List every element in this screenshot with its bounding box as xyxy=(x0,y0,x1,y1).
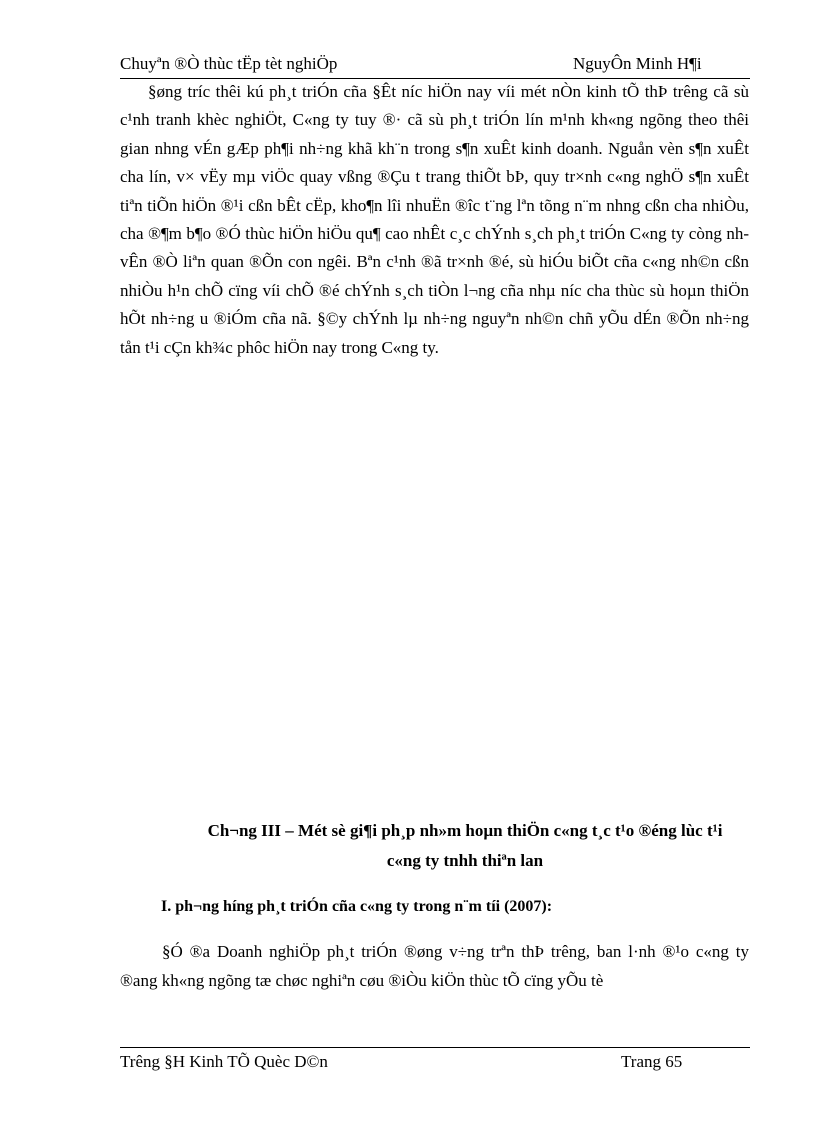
chapter-heading-line-1: Ch¬ng III – Mét sè gi¶i ph¸p nh»m hoµn thiÖn c«ng t¸c t¹o ®éng lùc t¹i xyxy=(207,821,723,840)
page-footer xyxy=(120,1047,750,1071)
section-heading: I. ph¬ng híng ph¸t triÓn cña c«ng ty trong n¨m tíi (2007): xyxy=(161,898,553,915)
header-document-title: Chuyªn ®Ò thùc tËp tèt nghiÖp xyxy=(120,54,338,73)
chapter-heading-line-2: c«ng ty tnhh thiªn lan xyxy=(386,851,544,870)
page-number: Trang 65 xyxy=(621,1052,683,1071)
chapter-heading xyxy=(120,816,810,876)
page-header xyxy=(120,54,750,79)
body-paragraph: §øng tríc thêi kú ph¸t triÓn cña §Êt níc hiÖn nay víi mét nÒn kinh tÕ thÞ trêng cã sù c¹nh tranh khèc nghiÖt, C«ng ty tuy ®· cã sù ph¸t triÓn lín m¹nh kh«ng ngõng theo thêi gian nhng vÉn gÆp ph¶i nh÷ng khã kh¨n trong s¶n xuÊt kinh doanh. Nguån vèn s¶n xuÊt cha lín, v× vËy mµ viÖc quay vßng ®Çu t trang thiÕt bÞ, quy tr×nh c«ng nghÖ s¶n xuÊt tiªn tiÕn hiÖn ®¹i cßn bÊt cËp, kho¶n lîi nhuËn ®îc t¨ng lªn tõng n¨m nhng cßn cha nhiÒu, cha ®¶m b¶o ®Ó thùc hiÖn hiÖu qu¶ cao nhÊt c¸c chÝnh s¸ch ph¸t triÓn C«ng ty còng nh vÊn ®Ò liªn quan ®Õn con ngêi. Bªn c¹nh ®ã tr×nh ®é, sù hiÓu biÕt cña c«ng nh©n cßn nhiÒu h¹n chÕ cïng víi chÕ ®é chÝnh s¸ch tiÒn l¬ng cña nhµ níc cha thùc sù hoµn thiÖn hÕt nh÷ng u ®iÓm cña nã. §©y chÝnh lµ nh÷ng nguyªn nh©n chñ yÕu dÉn ®Õn nh÷ng tån t¹i cÇn kh¾c phôc hiÖn nay trong C«ng ty. xyxy=(120,82,749,357)
body-paragraph-2: §Ó ®a Doanh nghiÖp ph¸t triÓn ®øng v÷ng trªn thÞ trêng, ban l·nh ®¹o c«ng ty ®ang kh«ng ngõng tæ chøc nghiªn cøu ®iÒu kiÖn thùc tÕ cïng yÕu tè xyxy=(120,942,749,990)
footer-university: Trêng §H Kinh TÕ Quèc D©n xyxy=(120,1052,328,1071)
header-author-name: NguyÔn Minh H¶i xyxy=(573,54,702,73)
